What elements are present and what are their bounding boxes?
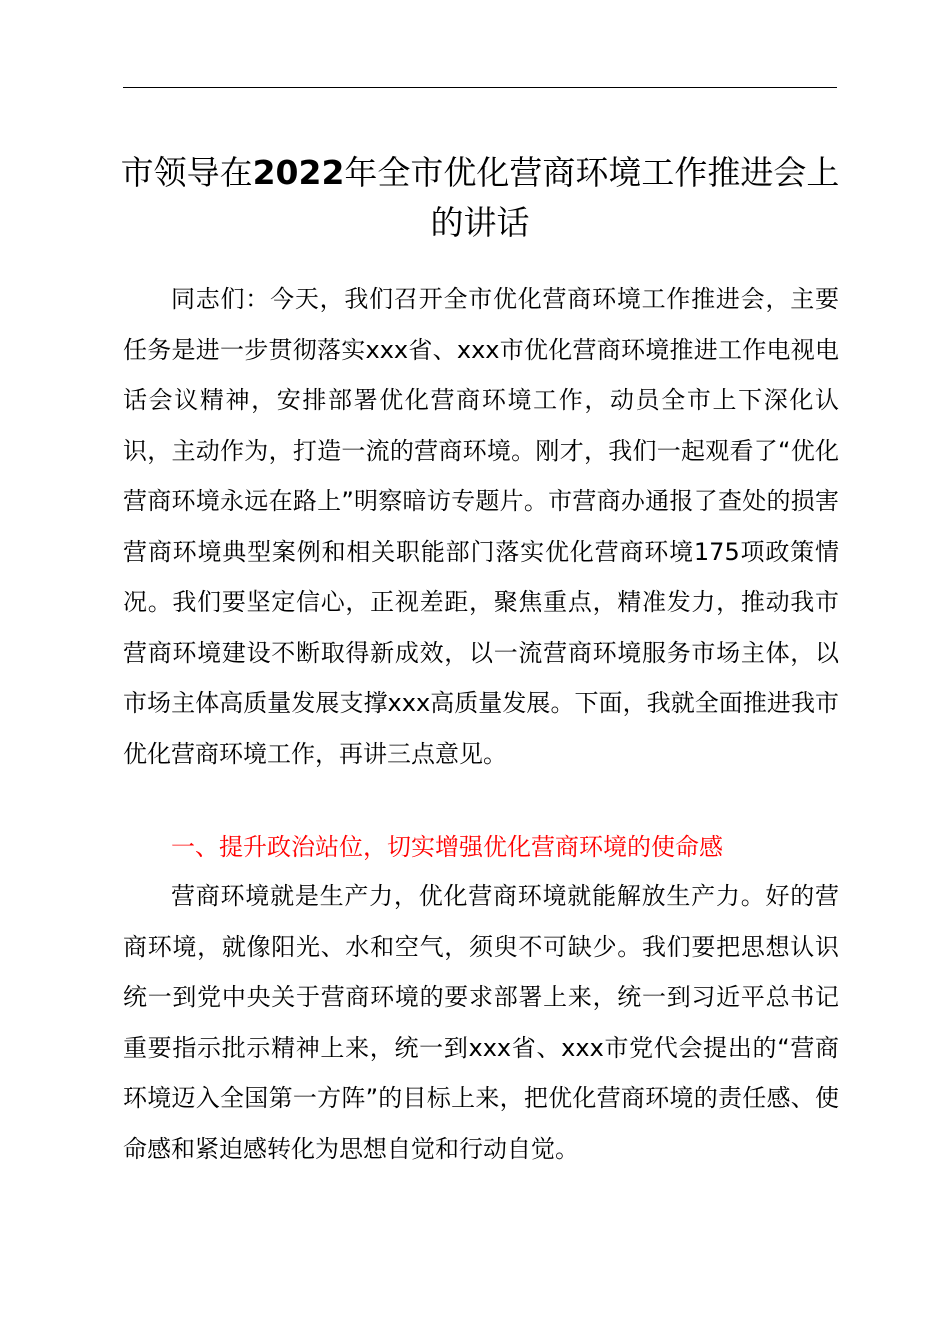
body-paragraph-1: 同志们：今天，我们召开全市优化营商环境工作推进会，主要任务是进一步贯彻落实xxx省、xxx市优化营商环境推进工作电视电话会议精神，安排部署优化营商环境工作，动员全市上下深化认识，主动作为，打造一流的营商环境。刚才，我们一起观看了“优化营商环境永远在路上”明察暗访专题片。市营商办通报了查处的损害营商环境典型案例和相关职能部门落实优化营商环境175项政策情况。我们要坚定信心，正视差距，聚焦重点，精准发力，推动我市营商环境建设不断取得新成效，以一流营商环境服务市场主体，以市场主体高质量发展支撑xxx高质量发展。下面，我就全面推进我市优化营商环境工作，再讲三点意见。 [123,285,839,768]
header-rule [123,87,837,88]
document-title [110,148,850,248]
section-heading-1: 一、提升政治站位，切实增强优化营商环境的使命感 [171,833,723,861]
title-year: 2022 [252,153,345,192]
body-paragraph-2: 营商环境就是生产力，优化营商环境就能解放生产力。好的营商环境，就像阳光、水和空气，须臾不可缺少。我们要把思想认识统一到党中央关于营商环境的要求部署上来，统一到习近平总书记重要指示批示精神上来，统一到xxx省、xxx市党代会提出的“营商环境迈入全国第一方阵”的目标上来，把优化营商环境的责任感、使命感和紧迫感转化为思想自觉和行动自觉。 [123,882,839,1163]
title-prefix: 市领导在 [120,153,253,192]
title-suffix: 年全市优化营商环境工作推进会上的讲话 [344,153,840,242]
